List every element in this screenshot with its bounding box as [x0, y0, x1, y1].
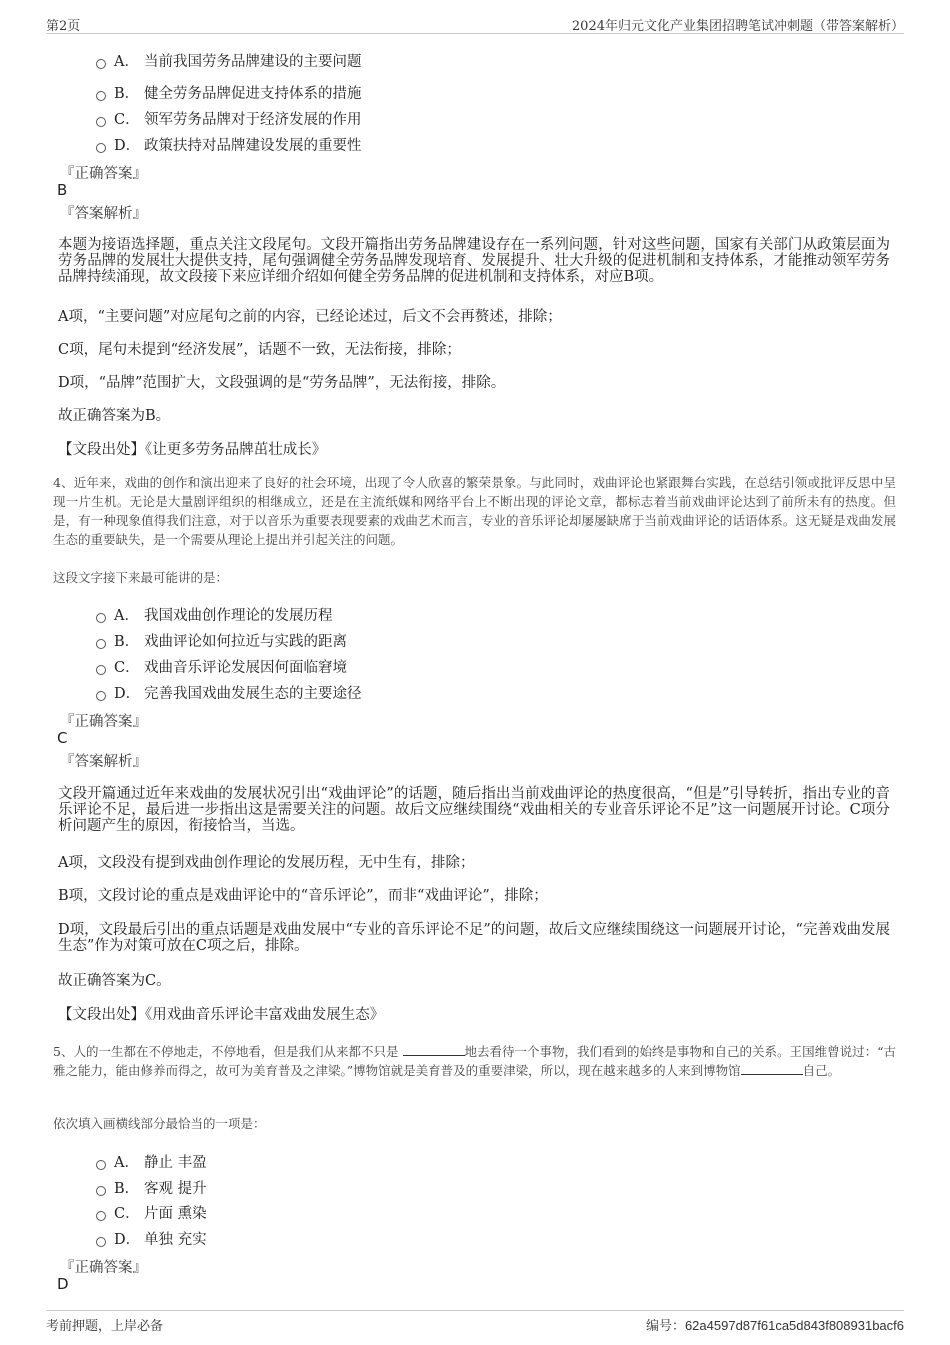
q4-stem: 4、近年来，戏曲的创作和演出迎来了良好的社会环境，出现了令人欣喜的繁荣景象。与此同时，戏曲评论也紧跟舞台实践，在总结引领或批评反思中呈现一片生机。无论是大量剧评组织的相继成立，还是在主流纸媒和网络平台上不断出现的评论文章，都标志着当前戏曲评论达到了前所未有的热度。但是，有一种现象值得我们注意，对于以音乐为重要表现要素的戏曲艺术而言，专业的音乐评论却屡屡缺席于当前戏曲评论的话语体系。这无疑是戏曲发展生态的重要缺失，是一个需要从理论上提出并引起关注的问题。: [53, 475, 896, 547]
analysis-paragraph: A项，文段没有提到戏曲创作理论的发展历程，无中生有，排除；: [58, 855, 475, 871]
radio-icon[interactable]: [96, 1211, 106, 1221]
radio-icon[interactable]: [96, 639, 106, 649]
q3-option-d[interactable]: D． 政策扶持对品牌建设发展的重要性: [96, 134, 362, 156]
correct-answer: D: [57, 1275, 69, 1293]
q3-option-a[interactable]: A． 当前我国劳务品牌建设的主要问题: [96, 50, 362, 72]
radio-icon[interactable]: [96, 1186, 106, 1196]
analysis-paragraph: D项，“品牌”范围扩大，文段强调的是“劳务品牌”，无法衔接，排除。: [58, 375, 506, 391]
source-citation: 【文段出处】《用戏曲音乐评论丰富戏曲发展生态》: [58, 1007, 385, 1023]
q5-option-d[interactable]: D． 单独 充实: [96, 1228, 207, 1250]
radio-icon[interactable]: [96, 691, 106, 701]
page-footer: [46, 1310, 904, 1333]
radio-icon[interactable]: [96, 665, 106, 675]
q3-option-b[interactable]: B． 健全劳务品牌促进支持体系的措施: [96, 82, 362, 104]
footer-slogan: 考前押题，上岸必备: [46, 1319, 164, 1334]
analysis-label: 『答案解析』: [60, 754, 147, 770]
analysis-paragraph: 文段开篇通过近年来戏曲的发展状况引出“戏曲评论”的话题，随后指出当前戏曲评论的热度很高，“但是”引导转折，指出专业的音乐评论不足，最后进一步指出这是需要关注的问题。故后文应继续围绕“戏曲相关的专业音乐评论不足”这一问题展开讨论。C项分析问题产生的原因，衔接恰当，当选。: [58, 786, 890, 834]
source-citation: 【文段出处】《让更多劳务品牌茁壮成长》: [58, 442, 327, 458]
analysis-conclusion: 故正确答案为B。: [58, 408, 171, 424]
q5-prompt: 依次填入画横线部分最恰当的一项是：: [53, 1116, 266, 1131]
q4-prompt: 这段文字接下来最可能讲的是：: [53, 570, 229, 585]
page-header: [46, 13, 904, 34]
q5-option-a[interactable]: A． 静止 丰盈: [96, 1151, 207, 1173]
analysis-paragraph: D项，文段最后引出的重点话题是戏曲发展中“专业的音乐评论不足”的问题，故后文应继续围绕这一问题展开讨论，“完善戏曲发展生态”作为对策可放在C项之后，排除。: [58, 922, 890, 954]
q4-option-b[interactable]: B． 戏曲评论如何拉近与实践的距离: [96, 630, 347, 652]
q4-option-d[interactable]: D． 完善我国戏曲发展生态的主要途径: [96, 682, 362, 704]
page-number: 第2页: [46, 19, 81, 34]
radio-icon[interactable]: [96, 613, 106, 623]
analysis-conclusion: 故正确答案为C。: [58, 973, 171, 989]
correct-answer: B: [57, 181, 68, 199]
fill-blank: [403, 1043, 465, 1056]
analysis-paragraph: A项，“主要问题”对应尾句之前的内容，已经论述过，后文不会再赘述，排除；: [58, 309, 562, 325]
analysis-paragraph: 本题为接语选择题，重点关注文段尾句。文段开篇指出劳务品牌建设存在一系列问题，针对这些问题，国家有关部门从政策层面为劳务品牌的发展壮大提供支持，尾句强调健全劳务品牌发现培育、发展提升、壮大升级的促进机制和支持体系，才能推动领军劳务品牌持续涌现，故文段接下来应详细介绍如何健全劳务品牌的促进机制和支持体系，对应B项。: [58, 237, 890, 285]
analysis-paragraph: C项，尾句未提到“经济发展”，话题不一致，无法衔接，排除；: [58, 342, 461, 358]
analysis-label: 『答案解析』: [60, 206, 147, 222]
q5-stem: 5、人的一生都在不停地走，不停地看，但是我们从来都不只是 地去看待一个事物，我们看到的始终是事物和自己的关系。王国维曾说过：“古雅之能力，能由修养而得之，故可为美育普及之津梁。”博物馆就是美育普及的重要津梁，所以，现在越来越多的人来到博物馆 自己。: [53, 1044, 896, 1078]
answer-label: 『正确答案』: [60, 714, 147, 730]
document-code: 编号：62a4597d87f61ca5d843f808931bacf6: [645, 1318, 904, 1334]
radio-icon[interactable]: [96, 59, 106, 69]
answer-label: 『正确答案』: [60, 166, 147, 182]
q3-option-c[interactable]: C． 领军劳务品牌对于经济发展的作用: [96, 108, 362, 130]
q4-option-c[interactable]: C． 戏曲音乐评论发展因何面临窘境: [96, 656, 347, 678]
radio-icon[interactable]: [96, 91, 106, 101]
correct-answer: C: [57, 729, 68, 747]
document-title: 2024年归元文化产业集团招聘笔试冲刺题（带答案解析）: [571, 19, 904, 34]
q5-option-b[interactable]: B． 客观 提升: [96, 1177, 207, 1199]
radio-icon[interactable]: [96, 143, 106, 153]
radio-icon[interactable]: [96, 1237, 106, 1247]
answer-label: 『正确答案』: [60, 1260, 147, 1276]
q4-option-a[interactable]: A． 我国戏曲创作理论的发展历程: [96, 604, 333, 626]
analysis-paragraph: B项，文段讨论的重点是戏曲评论中的“音乐评论”，而非“戏曲评论”，排除；: [58, 888, 548, 904]
radio-icon[interactable]: [96, 117, 106, 127]
radio-icon[interactable]: [96, 1160, 106, 1170]
q5-option-c[interactable]: C． 片面 熏染: [96, 1202, 207, 1224]
fill-blank: [741, 1062, 803, 1075]
